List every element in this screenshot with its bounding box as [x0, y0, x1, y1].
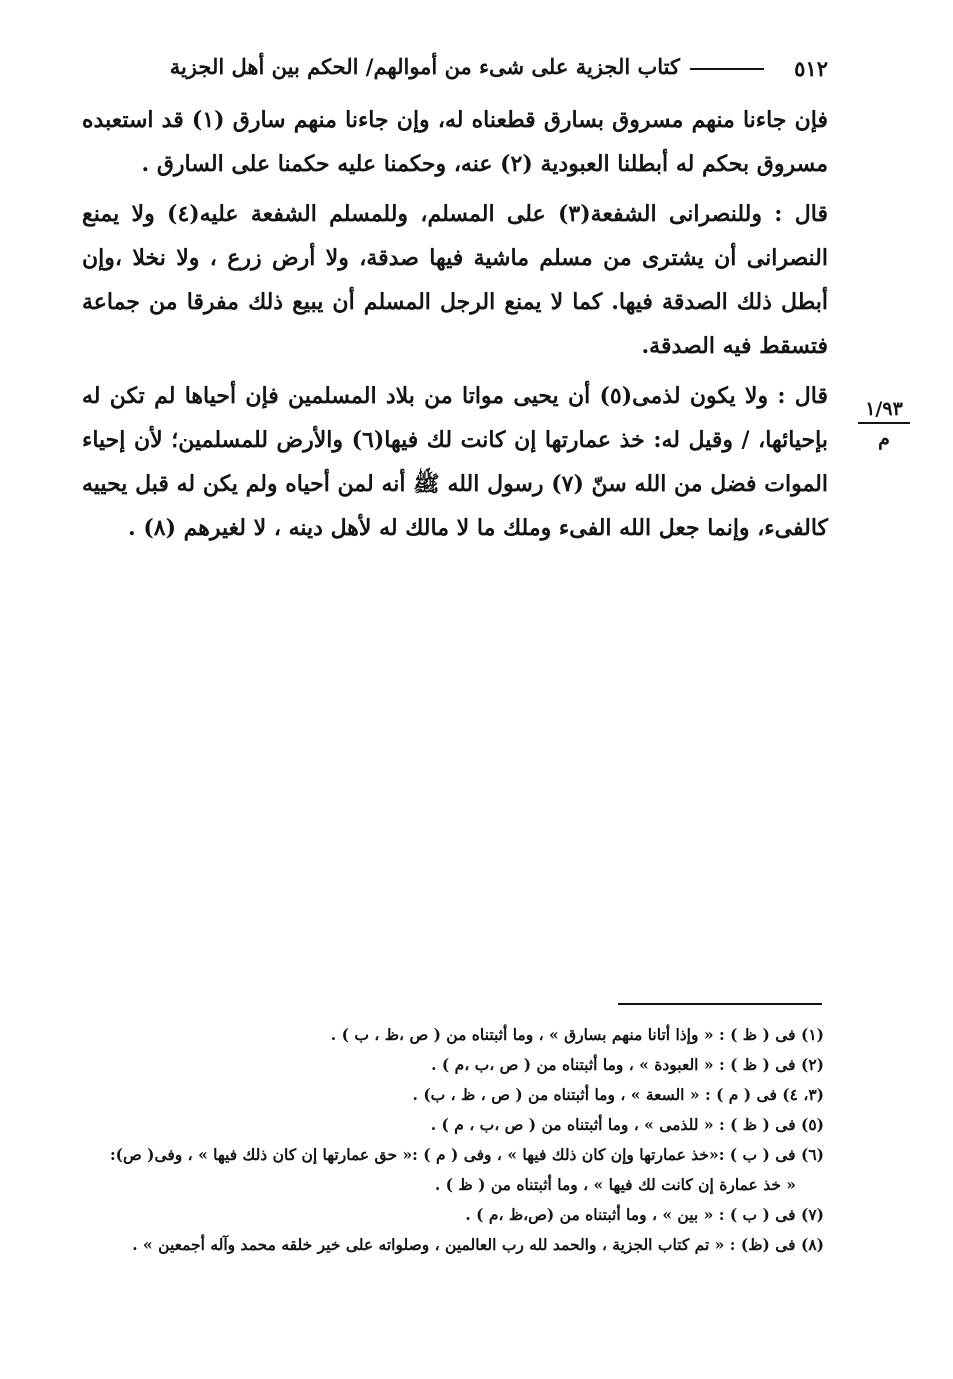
running-header [78, 48, 828, 88]
footnote-text: (٧) فى ( ب ) : « بين » ، وما أثبتناه من (ص،ظ ،م ) . [465, 1205, 824, 1224]
footnote-1 [78, 1020, 824, 1050]
footnote-7 [78, 1200, 824, 1230]
footnote-separator [618, 1003, 822, 1005]
footnotes [78, 1020, 824, 1260]
page-number: ٥١٢ [794, 56, 828, 81]
footnote-2 [78, 1050, 824, 1080]
footnote-5 [78, 1110, 824, 1140]
paragraph-1 [82, 98, 828, 186]
paragraph-3 [82, 374, 828, 550]
paragraph-lead: قال [794, 201, 828, 227]
running-title: كتاب الجزية على شىء من أموالهم/ الحكم بين أهل الجزية [169, 54, 680, 79]
paragraph-2 [82, 192, 828, 368]
footnote-text: (٣، ٤) فى ( م ) : « السعة » ، وما أثبتناه من ( ص ، ظ ، ب) . [412, 1085, 824, 1104]
paragraph-text: : وللنصرانى الشفعة(٣) على المسلم، وللمسلم الشفعة عليه(٤) ولا يمنع النصرانى أن يشترى من مسلم ماشية فيها صدقة، ولا أرض زرع ، ولا نخلا ،وإن أبطل ذلك الصدقة فيها. كما لا يمنع الرجل المسلم أن يبيع ذلك مفرقا من جماعة فتسقط فيه الصدقة. [82, 201, 828, 359]
footnote-text: (١) فى ( ظ ) : « وإذا أتانا منهم بسارق » ، وما أثبتناه من ( ص ،ظ ، ب ) . [330, 1025, 824, 1044]
footnote-8 [78, 1230, 824, 1260]
footnote-continuation: « خذ عمارة إن كانت لك فيها » ، وما أثبتناه من ( ظ ) . [434, 1175, 796, 1194]
paragraph-text: فإن جاءنا منهم مسروق بسارق قطعناه له، وإن جاءنا منهم سارق (١) قد استعبده مسروق بحكم له أبطلنا العبودية (٢) عنه، وحكمنا عليه حكمنا على السارق . [82, 107, 828, 177]
footnote-text: (٦) فى ( ب ) :«خذ عمارتها وإن كان ذلك فيها » ، وفى ( م ) :« حق عمارتها إن كان ذلك فيها » ، وفى( ص): [109, 1145, 824, 1164]
paragraph-lead: قال [794, 383, 828, 409]
margin-note [858, 398, 910, 450]
margin-manuscript-siglum: م [878, 428, 890, 450]
paragraph-text: : ولا يكون لذمى(٥) أن يحيى مواتا من بلاد المسلمين فإن أحياها لم تكن له بإحيائها، / وقيل له: خذ عمارتها إن كانت لك فيها(٦) والأرض للمسلمين؛ لأن إحياء الموات فضل من الله سنّ (٧) رسول الله ﷺ أنه لمن أحياه ولم يكن له قبل يحييه كالفىء، وإنما جعل الله الفىء وملك ما لا مالك له لأهل دينه ، لا لغيرهم (٨) . [82, 383, 828, 541]
margin-folio-reference: ١/٩٣ [858, 398, 910, 424]
footnote-text: (٥) فى ( ظ ) : « للذمى » ، وما أثبتناه من ( ص ،ب ، م ) . [430, 1115, 824, 1134]
footnote-text: (٢) فى ( ظ ) : « العبودة » ، وما أثبتناه من ( ص ،ب ،م ) . [431, 1055, 824, 1074]
main-text [82, 98, 828, 556]
footnote-text: (٨) فى (ظ) : « تم كتاب الجزية ، والحمد لله رب العالمين ، وصلواته على خير خلقه محمد وآله أجمعين » . [132, 1235, 824, 1254]
header-rule [690, 68, 764, 70]
footnote-6 [78, 1140, 824, 1200]
footnote-3-4 [78, 1080, 824, 1110]
